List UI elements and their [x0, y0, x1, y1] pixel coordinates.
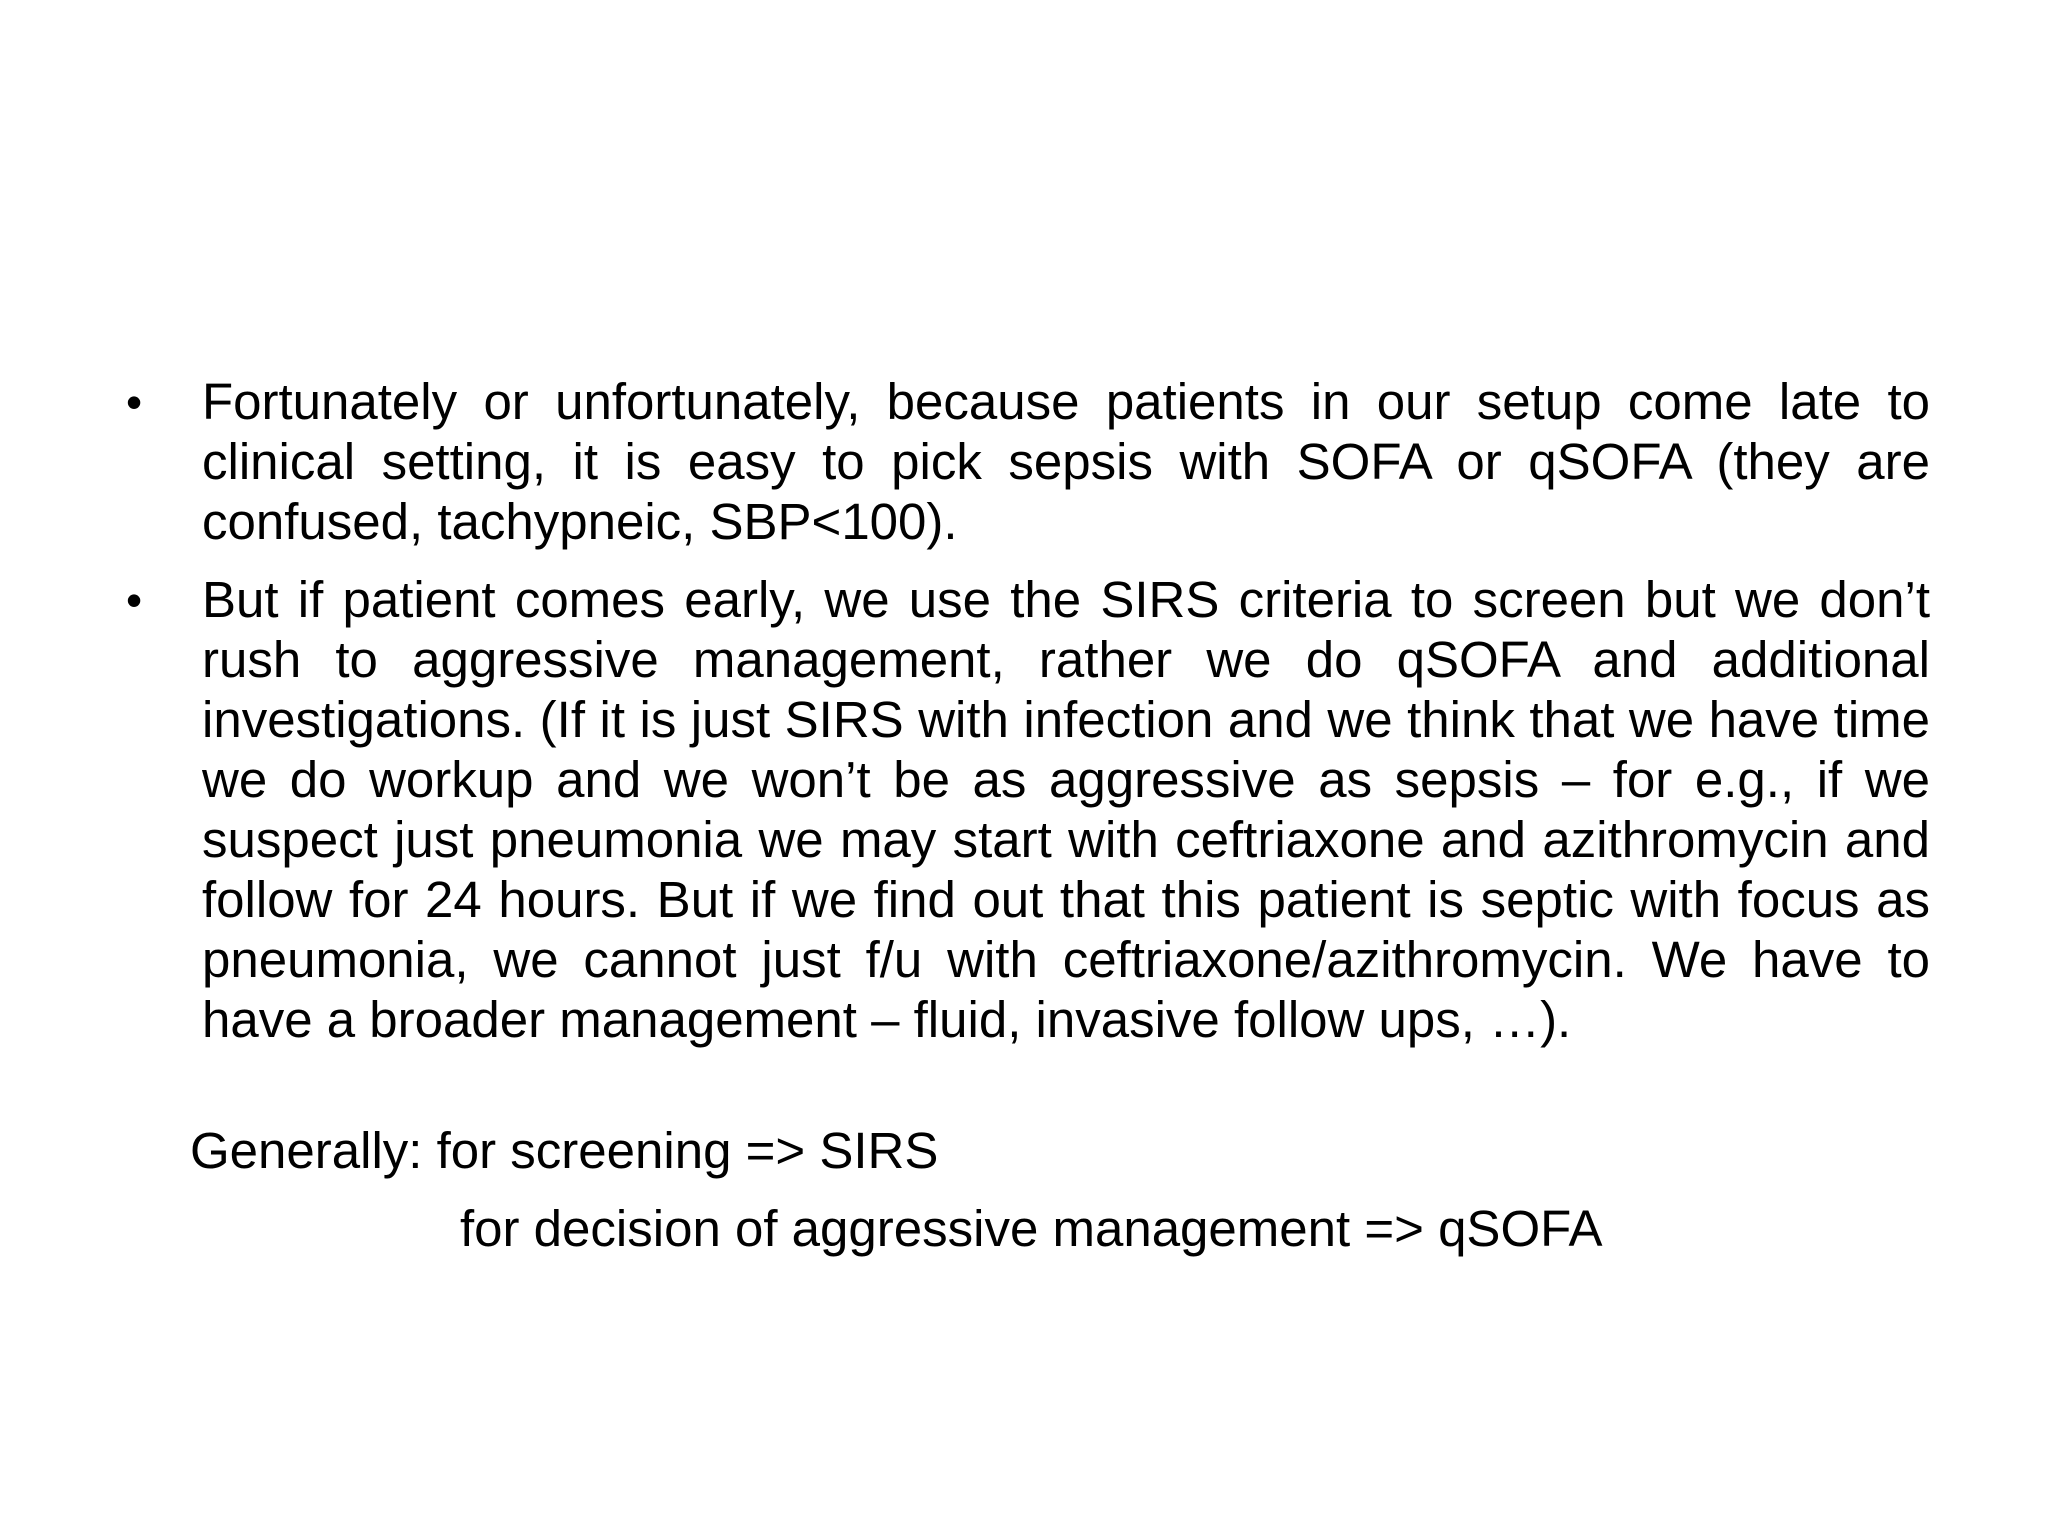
- bullet-text: But if patient comes early, we use the SIRS criteria to screen but we don’t rush to aggressive management, rather we do qSOFA and additional investigations. (If it is just SIRS with infection and we think that we have time we do workup and we won’t be as aggressive as sepsis – for e.g., if we suspect just pneumonia we may start with ceftriaxone and azithromycin and follow for 24 hours. But if we find out that this patient is septic with focus as pneumonia, we cannot just f/u with ceftriaxone/azithromycin. We have to have a broader management – fluid, invasive follow ups, …).: [202, 571, 1930, 1048]
- summary-screening: Generally: for screening => SIRS: [190, 1122, 939, 1179]
- bullet-icon: •: [126, 574, 143, 626]
- bullet-item-early-presentation: [118, 570, 1930, 1050]
- bullet-list: [118, 372, 1930, 1050]
- slide-body: [118, 372, 1930, 1068]
- bullet-icon: •: [126, 376, 143, 428]
- summary-aggressive-management: for decision of aggressive management => qSOFA: [460, 1200, 1603, 1257]
- bullet-item-late-presentation: [118, 372, 1930, 552]
- bullet-text: Fortunately or unfortunately, because patients in our setup come late to clinical setting, it is easy to pick sepsis with SOFA or qSOFA (they are confused, tachypneic, SBP<100).: [202, 373, 1930, 550]
